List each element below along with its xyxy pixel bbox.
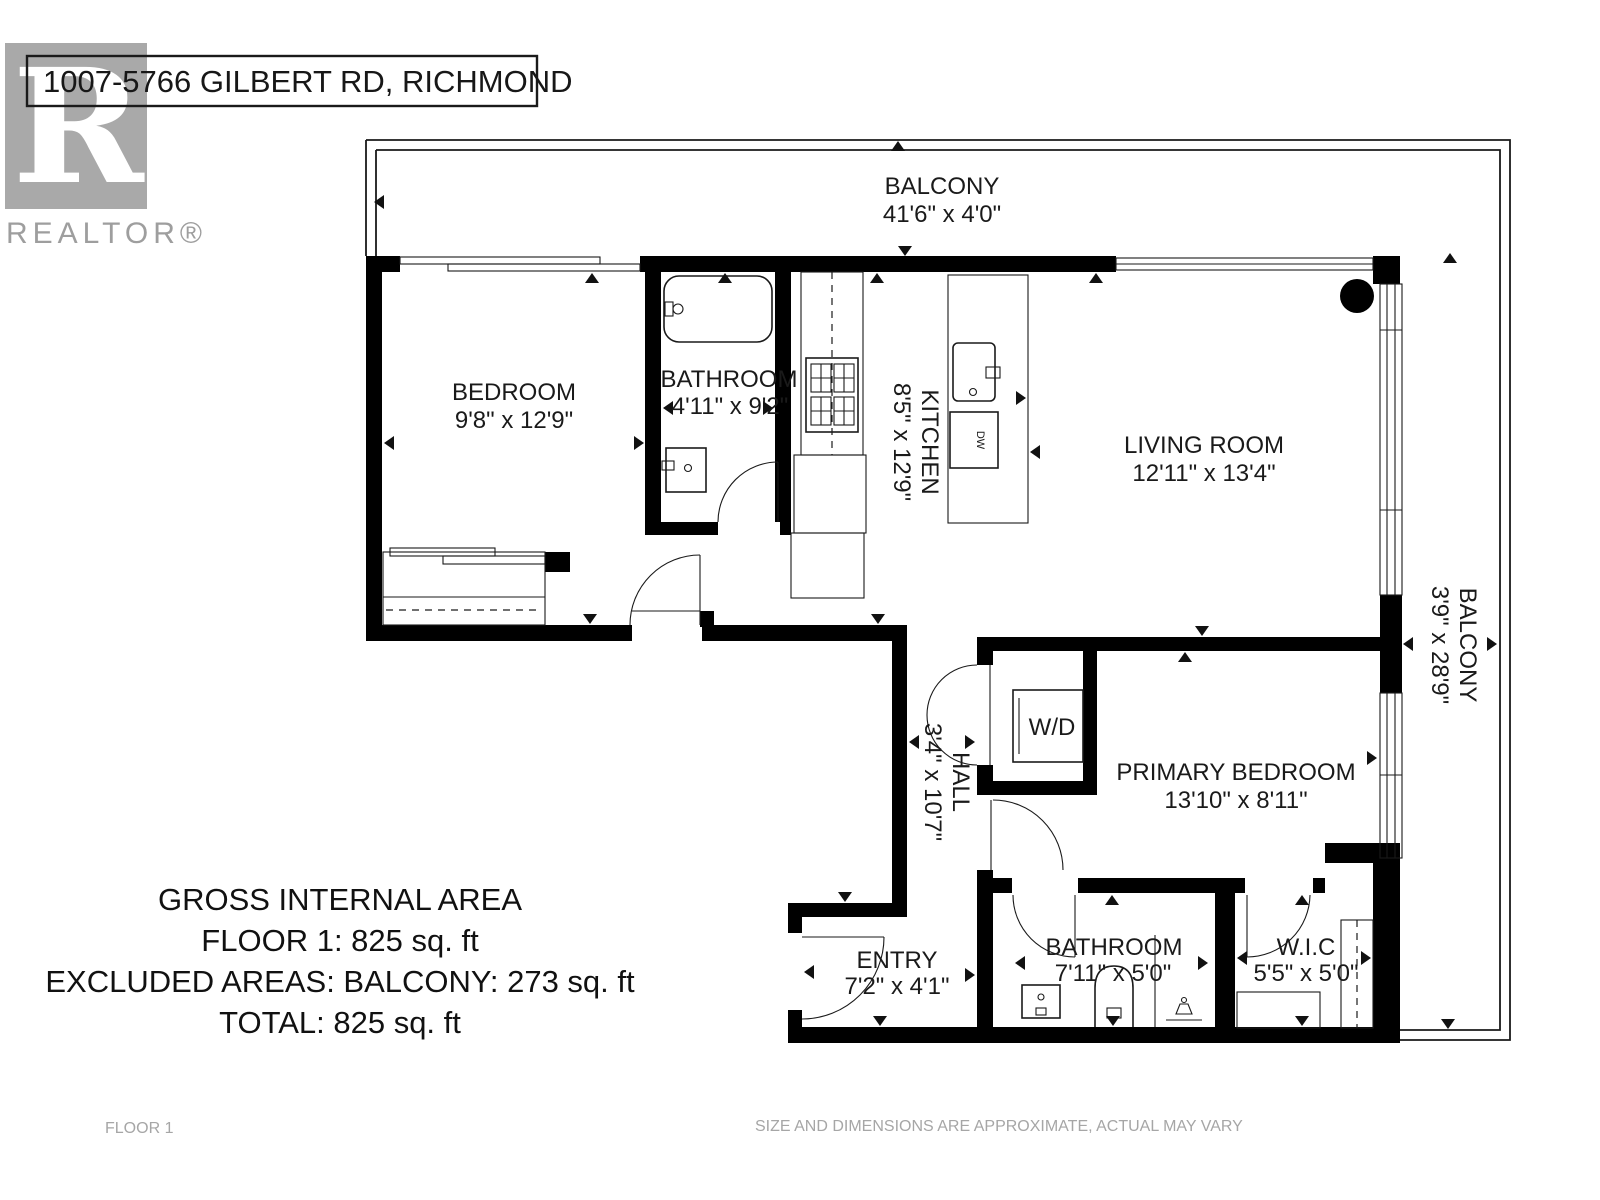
dim-arrow <box>1030 445 1040 459</box>
dim-arrow <box>384 436 394 450</box>
balcony-rails <box>366 140 1510 1040</box>
hall-dims: 3'4" x 10'7" <box>919 722 946 842</box>
island-sink <box>953 343 995 401</box>
primary-bedroom-door <box>993 800 1063 870</box>
bathtub <box>664 276 772 342</box>
kitchen-label: KITCHEN <box>916 389 943 495</box>
dim-arrow <box>891 141 905 151</box>
summary-gross: GROSS INTERNAL AREA <box>157 882 523 917</box>
entry-label: ENTRY <box>856 947 938 974</box>
footer <box>105 1118 1243 1137</box>
structural-column <box>1340 279 1374 313</box>
hall-label: HALL <box>947 751 974 813</box>
primary-bedroom-dims: 13'10" x 8'11" <box>1164 787 1308 814</box>
dim-arrow <box>838 892 852 902</box>
summary-floor1: FLOOR 1: 825 sq. ft <box>201 923 479 958</box>
dim-arrow <box>1089 273 1103 283</box>
bedroom-label: BEDROOM <box>451 379 577 406</box>
bathroom1-label: BATHROOM <box>660 366 798 393</box>
dim-arrow <box>1487 637 1497 651</box>
living-room-label: LIVING ROOM <box>1123 432 1285 459</box>
bathroom1-sink <box>662 448 706 492</box>
dim-arrow <box>1295 1016 1309 1026</box>
bedroom-dims: 9'8" x 12'9" <box>454 407 574 434</box>
fridge <box>794 455 866 533</box>
dim-arrow <box>804 965 814 979</box>
summary-excluded: EXCLUDED AREAS: BALCONY: 273 sq. ft <box>45 964 635 999</box>
bathroom1-dims: 4'11" x 9'2" <box>671 393 789 420</box>
dishwasher-label: DW <box>974 430 986 450</box>
dim-arrow <box>870 273 884 283</box>
dim-arrow <box>965 735 975 749</box>
dishwasher <box>950 412 998 468</box>
dim-arrow <box>1106 1016 1120 1026</box>
page-title: 1007-5766 GILBERT RD, RICHMOND <box>43 64 573 99</box>
dim-arrow <box>965 968 975 982</box>
living-room-dims: 12'11" x 13'4" <box>1132 460 1276 487</box>
bathroom2-dims: 7'11" x 5'0" <box>1054 960 1172 987</box>
dim-arrow <box>1367 751 1377 765</box>
bedroom-door <box>630 555 700 625</box>
dim-arrow <box>1403 637 1413 651</box>
footer-disclaimer: SIZE AND DIMENSIONS ARE APPROXIMATE, ACTUAL MAY VARY <box>755 1118 1243 1135</box>
dim-arrow <box>898 246 912 256</box>
balcony-top-dims: 41'6" x 4'0" <box>882 201 1002 228</box>
wd-label: W/D <box>1028 714 1076 741</box>
washer-dryer <box>1013 690 1083 762</box>
dim-arrow <box>583 614 597 624</box>
right-window-upper <box>1380 284 1402 595</box>
bathroom2-sink <box>1022 985 1060 1018</box>
dim-arrow <box>1237 951 1247 965</box>
dim-arrow <box>585 273 599 283</box>
realtor-brand-text: REALTOR® <box>6 217 208 250</box>
dim-arrow <box>1441 1019 1455 1029</box>
entry-dims: 7'2" x 4'1" <box>844 973 950 1000</box>
wic-label: W.I.C <box>1276 934 1336 961</box>
dim-arrow <box>718 273 732 283</box>
kitchen-cabinet <box>791 533 864 598</box>
kitchen-counter <box>791 272 866 598</box>
dim-arrow <box>1195 626 1209 636</box>
dim-arrow <box>1443 253 1457 263</box>
wd-bifold-door <box>927 665 977 715</box>
balcony-top-label: BALCONY <box>884 173 1000 200</box>
dim-arrow <box>1178 652 1192 662</box>
dim-arrow <box>634 436 644 450</box>
kitchen-dims: 8'5" x 12'9" <box>888 382 915 502</box>
wic-dims: 5'5" x 5'0" <box>1253 960 1359 987</box>
bathroom2-label: BATHROOM <box>1045 934 1183 961</box>
dim-arrow <box>1361 951 1371 965</box>
dim-arrow <box>1198 956 1208 970</box>
footer-floor-label: FLOOR 1 <box>105 1120 174 1137</box>
bedroom-sliding-window <box>400 257 600 264</box>
title-box <box>27 56 572 106</box>
balcony-right-label: BALCONY <box>1454 587 1481 703</box>
wic-dresser <box>1237 992 1320 1028</box>
dim-arrow <box>1295 895 1309 905</box>
dim-arrow <box>909 735 919 749</box>
dim-arrow <box>873 1016 887 1026</box>
bathroom1-door <box>718 462 778 522</box>
dim-arrow <box>871 614 885 624</box>
dim-arrow <box>1105 895 1119 905</box>
bedroom-closet <box>383 548 545 625</box>
dim-arrow <box>1015 956 1025 970</box>
realtor-logo-letter: R <box>12 35 144 220</box>
dim-arrow <box>1016 391 1026 405</box>
primary-bedroom-label: PRIMARY BEDROOM <box>1116 759 1356 786</box>
balcony-right-dims: 3'9" x 28'9" <box>1426 585 1453 705</box>
room-labels <box>452 173 1481 1000</box>
summary-total: TOTAL: 825 sq. ft <box>219 1005 461 1040</box>
area-summary <box>45 882 635 1040</box>
dimension-arrows <box>374 141 1497 1029</box>
